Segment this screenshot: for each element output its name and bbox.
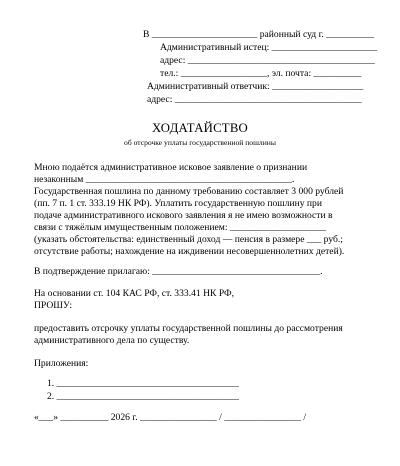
legal-basis-line: На основании ст. 104 КАС РФ, ст. 333.41 НК РФ, — [34, 288, 234, 299]
defendant-address-line: адрес: _______________________________________ — [147, 94, 362, 105]
request-heading: ПРОШУ: — [34, 300, 73, 311]
attachment-item: 2. ______________________________________ — [47, 391, 239, 402]
body-line: Мною подаётся административное исковое заявление о признании — [34, 162, 308, 173]
body-line: незаконным ___________________________________________. — [34, 174, 295, 185]
body-line: связи с тяжёлым имущественным положением: ____________________ — [34, 222, 326, 233]
body-line: (пп. 7 п. 1 ст. 333.19 НК РФ). Уплатить государственную пошлину при — [34, 198, 322, 209]
court-line: В ______________________ районный суд г. __________ — [143, 29, 375, 40]
body-line: (указать обстоятельства: единственный доход — пенсия в размере ___ руб.; — [34, 234, 343, 245]
defendant-line: Административный ответчик: ___________________ — [147, 81, 364, 92]
document-title: ХОДАТАЙСТВО — [151, 121, 249, 135]
confirmation-line: В подтверждение прилагаю: ___________________________________. — [34, 266, 323, 277]
attachment-item: 1. ______________________________________ — [47, 378, 239, 389]
plaintiff-line: Административный истец: ______________________ — [160, 42, 378, 53]
request-text-line: административного дела по существу. — [34, 335, 190, 346]
attachments-label: Приложения: — [34, 358, 89, 369]
plaintiff-address-line: адрес: _______________________________________ — [160, 55, 375, 66]
request-text-line: предоставить отсрочку уплаты государственной пошлины до рассмотрения — [34, 323, 343, 334]
body-line: подаче административного искового заявления я не имею возможности в — [34, 210, 333, 221]
body-line: отсутствие работы; нахождение на иждивении несовершеннолетних детей). — [34, 246, 345, 257]
signature-date-line: «___» __________ 2026 г. ________________ / ________________ / — [34, 412, 307, 423]
phone-email-line: тел.: __________________, эл. почта: __________ — [160, 68, 362, 79]
body-line: Государственная пошлина по данному требованию составляет 3 000 рублей — [34, 186, 344, 197]
document-subtitle: об отсрочке уплаты государственной пошлины — [124, 138, 276, 147]
